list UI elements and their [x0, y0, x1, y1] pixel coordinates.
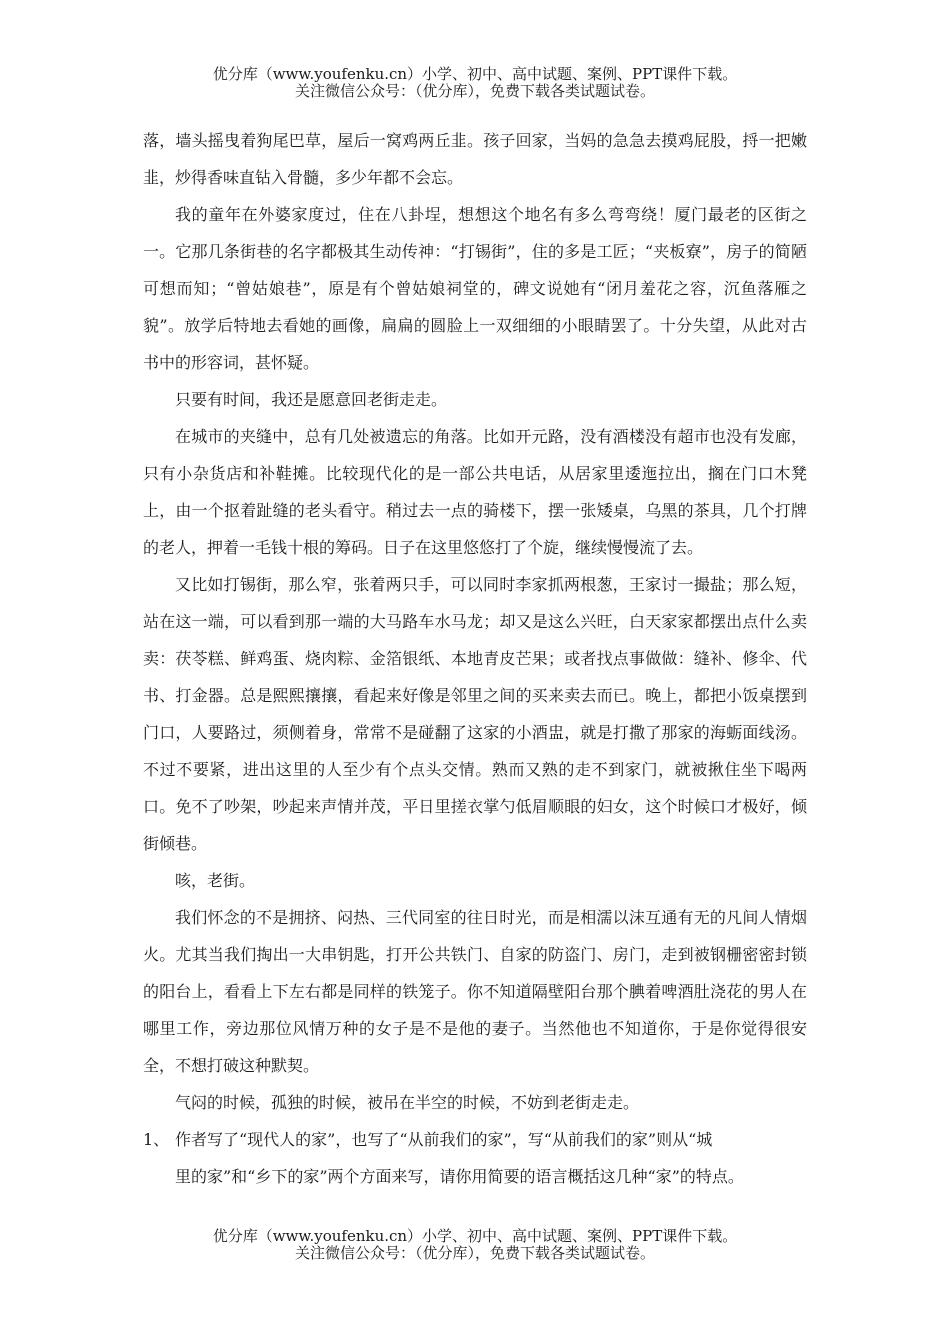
page-header	[0, 66, 950, 100]
question-line-1: 作者写了“现代人的家”，也写了“从前我们的家”，写“从前我们的家”则从“城	[175, 1130, 713, 1149]
paragraph: 落，墙头摇曳着狗尾巴草，屋后一窝鸡两丘韭。孩子回家，当妈的急急去摸鸡屁股，捋一把嫩韭，炒得香味直钻入骨髓，多少年都不会忘。	[143, 131, 807, 187]
question-text	[175, 1121, 807, 1195]
question-number: 1、	[143, 1130, 170, 1149]
header-line-2: 关注微信公众号：（优分库），免费下载各类试题试卷。	[294, 82, 655, 100]
question-item	[143, 1121, 807, 1195]
page-footer	[0, 1228, 950, 1262]
paragraph: 在城市的夹缝中，总有几处被遗忘的角落。比如开元路，没有酒楼没有超市也没有发廊，只有小杂货店和补鞋摊。比较现代化的是一部公共电话，从居家里逶迤拉出，搁在门口木凳上，由一个抠着趾缝的老头看守。稍过去一点的骑楼下，摆一张矮桌，乌黑的茶具，几个打牌的老人，押着一毛钱十根的筹码。日子在这里悠悠打了个旋，继续慢慢流了去。	[143, 427, 807, 557]
footer-line-1: 优分库（www.youfenku.cn）小学、初中、高中试题、案例、PPT课件下载。	[212, 1227, 738, 1245]
footer-line-2: 关注微信公众号：（优分库），免费下载各类试题试卷。	[294, 1244, 655, 1262]
article-body	[143, 122, 807, 1195]
paragraph: 咳，老街。	[175, 871, 256, 890]
paragraph: 我们怀念的不是拥挤、闷热、三代同室的往日时光，而是相濡以沫互通有无的凡间人情烟火。尤其当我们掏出一大串钥匙，打开公共铁门、自家的防盗门、房门，走到被钢栅密密封锁的阳台上，看看上下左右都是同样的铁笼子。你不知道隔壁阳台那个腆着啤酒肚浇花的男人在哪里工作，旁边那位风情万种的女子是不是他的妻子。当然他也不知道你，于是你觉得很安全，不想打破这种默契。	[143, 908, 807, 1075]
header-line-1: 优分库（www.youfenku.cn）小学、初中、高中试题、案例、PPT课件下载。	[212, 65, 738, 83]
paragraph: 又比如打锡街，那么窄，张着两只手，可以同时李家抓两根葱，王家讨一撮盐；那么短，站在这一端，可以看到那一端的大马路车水马龙；却又是这么兴旺，白天家家都摆出点什么卖卖：茯苓糕、鲜鸡蛋、烧肉粽、金箔银纸、本地青皮芒果；或者找点事做做：缝补、修伞、代书、打金器。总是熙熙攘攘，看起来好像是邻里之间的买来卖去而已。晚上，都把小饭桌摆到门口，人要路过，须侧着身，常常不是碰翻了这家的小酒盅，就是打撒了那家的海蛎面线汤。不过不要紧，进出这里的人至少有个点头交情。熟而又熟的走不到家门，就被揪住坐下喝两口。免不了吵架，吵起来声情并茂，平日里搓衣掌勺低眉顺眼的妇女，这个时候口才极好，倾街倾巷。	[143, 575, 807, 853]
paragraph: 只要有时间，我还是愿意回老街走走。	[175, 390, 448, 409]
paragraph: 我的童年在外婆家度过，住在八卦埕，想想这个地名有多么弯弯绕！厦门最老的区街之一。它那几条街巷的名字都极其生动传神：“打锡街”，住的多是工匠；“夹板寮”，房子的简陋可想而知；“曾姑娘巷”，原是有个曾姑娘祠堂的，碑文说她有“闭月羞花之容，沉鱼落雁之貌”。放学后特地去看她的画像，扁扁的圆脸上一双细细的小眼睛罢了。十分失望，从此对古书中的形容词，甚怀疑。	[143, 205, 807, 372]
question-line-2: 里的家”和“乡下的家”两个方面来写，请你用简要的语言概括这几种“家”的特点。	[175, 1167, 744, 1186]
paragraph: 气闷的时候，孤独的时候，被吊在半空的时候，不妨到老街走走。	[175, 1093, 640, 1112]
